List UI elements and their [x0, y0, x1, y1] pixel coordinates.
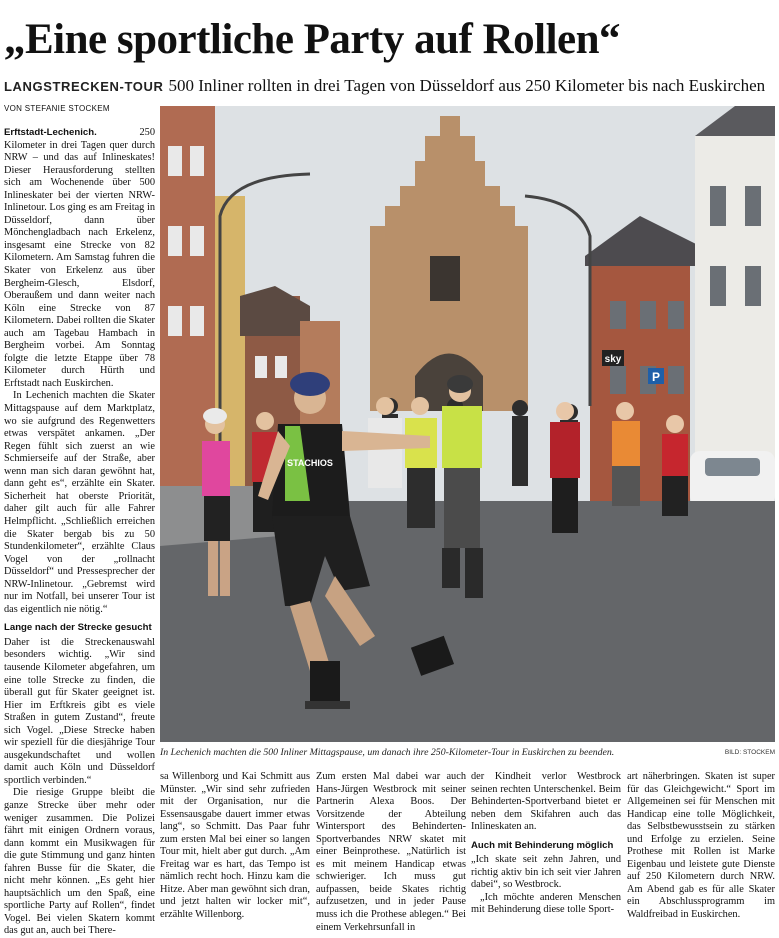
- parking-sign: P: [651, 370, 661, 384]
- paragraph: Daher ist die Streckenauswahl besonders wichtig. „Wir sind tausende Kilometer abgefahren, um eine tolle Strecke zu finden, die überall gut für Skater geeignet ist. Hier im Erftkreis gibt es viele Straßen in gutem Zustand“, freute sich Vogel. „Diese Strecke haben wir speziell für die diesjährige Tour ausgekundschaftet und wollen damit auch Köln und Düsseldorf sportlich verbinden.“: [4, 636, 155, 786]
- subheading: Lange nach der Strecke gesucht: [4, 622, 152, 634]
- subheadline: 500 Inliner rollten in drei Tagen von Düsseldorf aus 250 Kilometer bis nach Euskirchen: [168, 76, 766, 95]
- paragraph: 250 Kilometer in drei Tagen quer durch NRW – und das auf Inlineskates! Dieser Herausforderung stellten sich am Wochenende über 500 Inlineskater bei der vierten NRW-Inlinetour. Los ging es am Freitag in Düsseldorf, dann über Mönchengladbach nach Erkelenz, insgesamt eine Strecke von 82 Kilometern. Am Samstag fuhren die Skater von Erkelenz aus über Bergheim-Glesch, Elsdorf, Oberaußem und dann weiter nach Köln eine Strecke von 87 Kilometern. Dabei rollten die Skater auch am Tagebau Hambach in Bergheim vorbei. Am Sonntag folgte die letzte Etappe über 78 Kilometer durch Hürth und Erftstadt nach Euskirchen.: [4, 127, 155, 389]
- paragraph: sa Willenborg und Kai Schmitt aus Münster. „Wir sind sehr zufrieden mit der Organisation, nur die Essensausgabe dauert immer etwas lang“, so Schmitt. Das Paar fuhr zum ersten Mal bei einer so langen Tour mit, hielt aber gut durch. „Am Freitag war es hart, das Tempo ist nämlich recht hoch. Hinzu kam die Hitze. Aber man gewöhnt sich dran, und jetzt halten wir locker mit“, erzählte Willenborg.: [160, 771, 310, 921]
- sky-sign: sky: [604, 354, 622, 365]
- article-column-2: [160, 771, 310, 922]
- paragraph: In Lechenich machten die Skater Mittagspause auf dem Marktplatz, wo sie aufgrund des Regenwetters etwas verspätet ankamen. „Der Regen fühlt sich zuerst an wie Schmierseife auf der Straße, aber wenn man sich daran gewöhnt hat, dann geht es“, erzählte ein Skater. Sicherheit hat oberste Priorität, daher gilt auch für alle Fahrer Helmpflicht. „Schließlich erreichen die Skater bergab bis zu 50 Stundenkilometer“, erzählte Claus Vogel von der „rollnacht Düsseldorf“ und Pressesprecher der NRW-Inlinetour. „Gebremst wird nur im Notfall, bei unserer Tour ist das eigentlich nie nötig.“: [4, 390, 155, 615]
- article-photo: [160, 106, 775, 742]
- photo-caption: In Lechenich machten die 500 Inliner Mittagspause, um danach ihre 250-Kilometer-Tour in Euskirchen zu beenden.: [160, 747, 615, 758]
- subheadline-row: [4, 76, 776, 97]
- paragraph: „Ich skate seit zehn Jahren, und richtig aktiv bin ich seit vier Jahren dabei“, so Westbrock.: [471, 854, 621, 891]
- dateline: Erftstadt-Lechenich.: [4, 127, 97, 138]
- byline: VON STEFANIE STOCKEM: [4, 104, 110, 113]
- paragraph: „Ich möchte anderen Menschen mit Behinderung diese tolle Sport-: [471, 891, 621, 916]
- article-column-3: [316, 771, 466, 934]
- article-column-1: [4, 127, 155, 938]
- paragraph: der Kindheit verlor Westbrock seinen rechten Unterschenkel. Beim Behinderten-Sportverband bietet er neben dem Skifahren auch das Inlineskaten an.: [471, 771, 621, 833]
- subheading: Auch mit Behinderung möglich: [471, 839, 614, 851]
- photo-credit: BILD: STOCKEM: [724, 749, 775, 756]
- paragraph: Zum ersten Mal dabei war auch Hans-Jürgen Westbrock mit seiner Partnerin Alexa Boos. Der Vorsitzende der Abteilung Wintersport des Behinderten-Sportverbandes NRW skatet mit einer Beinprothese. „Natürlich ist es mit meinem Handicap etwas schwieriger. Ich muss gut aufpassen, beide Skates richtig aufzusetzen, und in jeder Pause muss ich die Prothese ablegen.“ Bei einem Verkehrsunfall in: [316, 771, 466, 933]
- article-column-5: [627, 771, 775, 922]
- headline: „Eine sportliche Party auf Rollen“: [4, 16, 621, 63]
- shirt-logo: STACHIOS: [287, 458, 333, 468]
- paragraph: Die riesige Gruppe bleibt die ganze Strecke über mehr oder weniger zusammen. Die Polizei fährt mit einigen Ordnern voraus, dann kommt ein Musikwagen für die gute Stimmung und ganz hinten fahren Busse für die Skater, die nicht mehr können. „Es geht hier hauptsächlich um den Spaß, eine sportliche Party auf Rollen“, findet Vogel. Bei vielen Skatern kommt das gut an, auch bei There-: [4, 787, 155, 937]
- paragraph: art näherbringen. Skaten ist super für das Gleichgewicht.“ Sport im Allgemeinen sei für Menschen mit Handicap eine tolle Möglichkeit, das Selbstbewusstsein zu stärken und Erfolge zu erzielen. Seine Prothese mit Rollen ist Marke Eigenbau und leistete gute Dienste auf 250 Kilometern durch NRW. Am Abend gab es für alle Skater ein Abschlussprogramm im Waldfreibad in Euskirchen.: [627, 771, 775, 921]
- kicker: LANGSTRECKEN-TOUR: [4, 79, 164, 94]
- article-column-4: [471, 771, 621, 917]
